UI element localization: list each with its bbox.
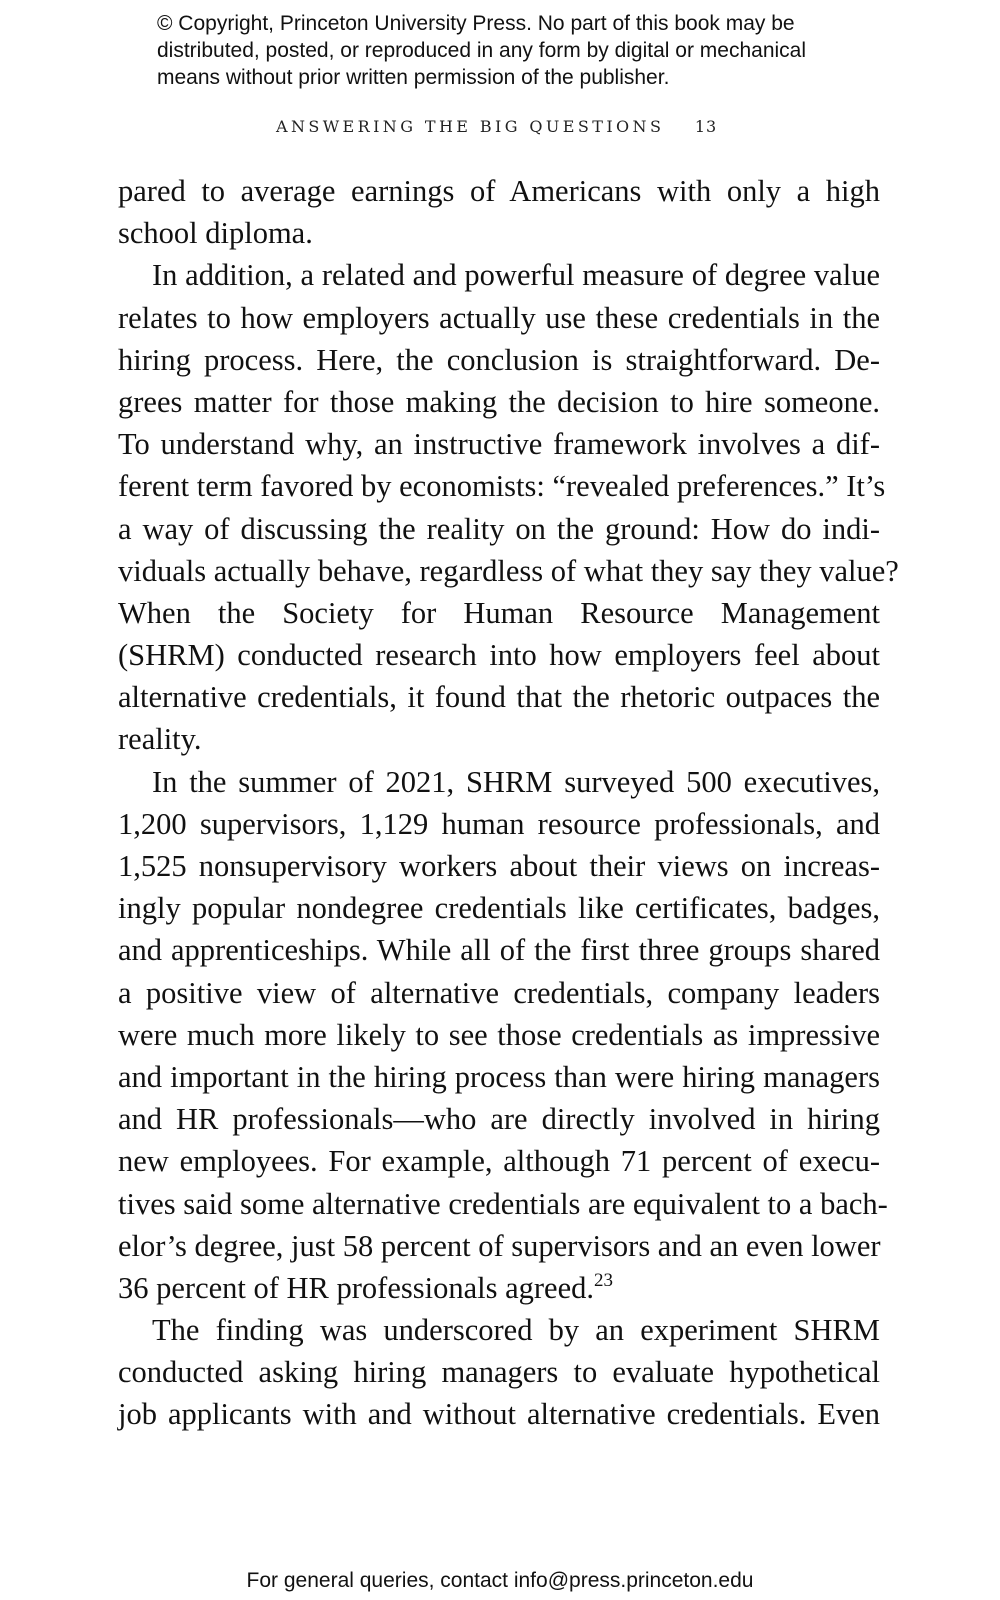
text-line: In addition, a related and powerful measure of degree value <box>152 258 880 293</box>
text-line: The finding was underscored by an experiment SHRM <box>152 1313 880 1348</box>
running-head <box>276 117 717 136</box>
text-line: viduals actually behave, regardless of what they say they value? <box>118 553 899 588</box>
text-line: a way of discussing the reality on the ground: How do indi- <box>118 511 880 546</box>
text-line: hiring process. Here, the conclusion is straightforward. De- <box>118 342 880 377</box>
body-text <box>118 170 899 1436</box>
text-line: job applicants with and without alternative credentials. Even <box>118 1397 880 1432</box>
footnote-reference[interactable]: 23 <box>593 1269 613 1291</box>
copyright-notice <box>157 10 877 91</box>
text-line: 1,525 nonsupervisory workers about their views on increas- <box>118 849 880 883</box>
copyright-line: © Copyright, Princeton University Press. No part of this book may be <box>157 12 795 35</box>
text-line: school diploma. <box>118 216 313 251</box>
text-line: alternative credentials, it found that the rhetoric outpaces the <box>118 680 880 715</box>
text-line: tives said some alternative credentials are equivalent to a bach- <box>118 1186 888 1221</box>
text-line: 1,200 supervisors, 1,129 human resource professionals, and <box>118 806 880 841</box>
text-line: In the summer of 2021, SHRM surveyed 500 executives, <box>152 764 880 799</box>
text-line: new employees. For example, although 71 percent of execu- <box>118 1144 880 1179</box>
copyright-line: means without prior written permission of the publisher. <box>157 66 670 89</box>
text-line: When the Society for Human Resource Management <box>118 595 880 630</box>
text-line: and HR professionals—who are directly involved in hiring <box>118 1102 880 1137</box>
text-line: ferent term favored by economists: “revealed preferences.” It’s <box>118 469 886 504</box>
text-line: elor’s degree, just 58 percent of supervisors and an even lower <box>118 1228 881 1263</box>
text-line: conducted asking hiring managers to evaluate hypothetical <box>118 1355 880 1390</box>
copyright-line: distributed, posted, or reproduced in any form by digital or mechanical <box>157 39 807 62</box>
text-line: (SHRM) conducted research into how employers feel about <box>118 638 880 673</box>
page-number: 13 <box>694 117 718 136</box>
text-line: a positive view of alternative credentials, company leaders <box>118 975 880 1010</box>
text-line: and apprenticeships. While all of the first three groups shared <box>118 933 880 968</box>
text-line: were much more likely to see those credentials as impressive <box>118 1017 880 1052</box>
text-line: and important in the hiring process than were hiring managers <box>118 1059 880 1094</box>
text-line: pared to average earnings of Americans with only a high <box>118 174 880 208</box>
footer-contact: For general queries, contact info@press.princeton.edu <box>246 1569 754 1592</box>
text-line: 36 percent of HR professionals agreed. <box>118 1270 594 1305</box>
running-head-title: ANSWERING THE BIG QUESTIONS <box>276 117 665 136</box>
text-line: To understand why, an instructive framework involves a dif- <box>118 427 880 462</box>
text-line-with-footnote <box>118 1267 880 1309</box>
text-line: grees matter for those making the decision to hire someone. <box>118 384 880 419</box>
text-line: ingly popular nondegree credentials like certificates, badges, <box>118 891 880 926</box>
text-line: reality. <box>118 722 202 757</box>
text-line: relates to how employers actually use these credentials in the <box>118 300 880 335</box>
